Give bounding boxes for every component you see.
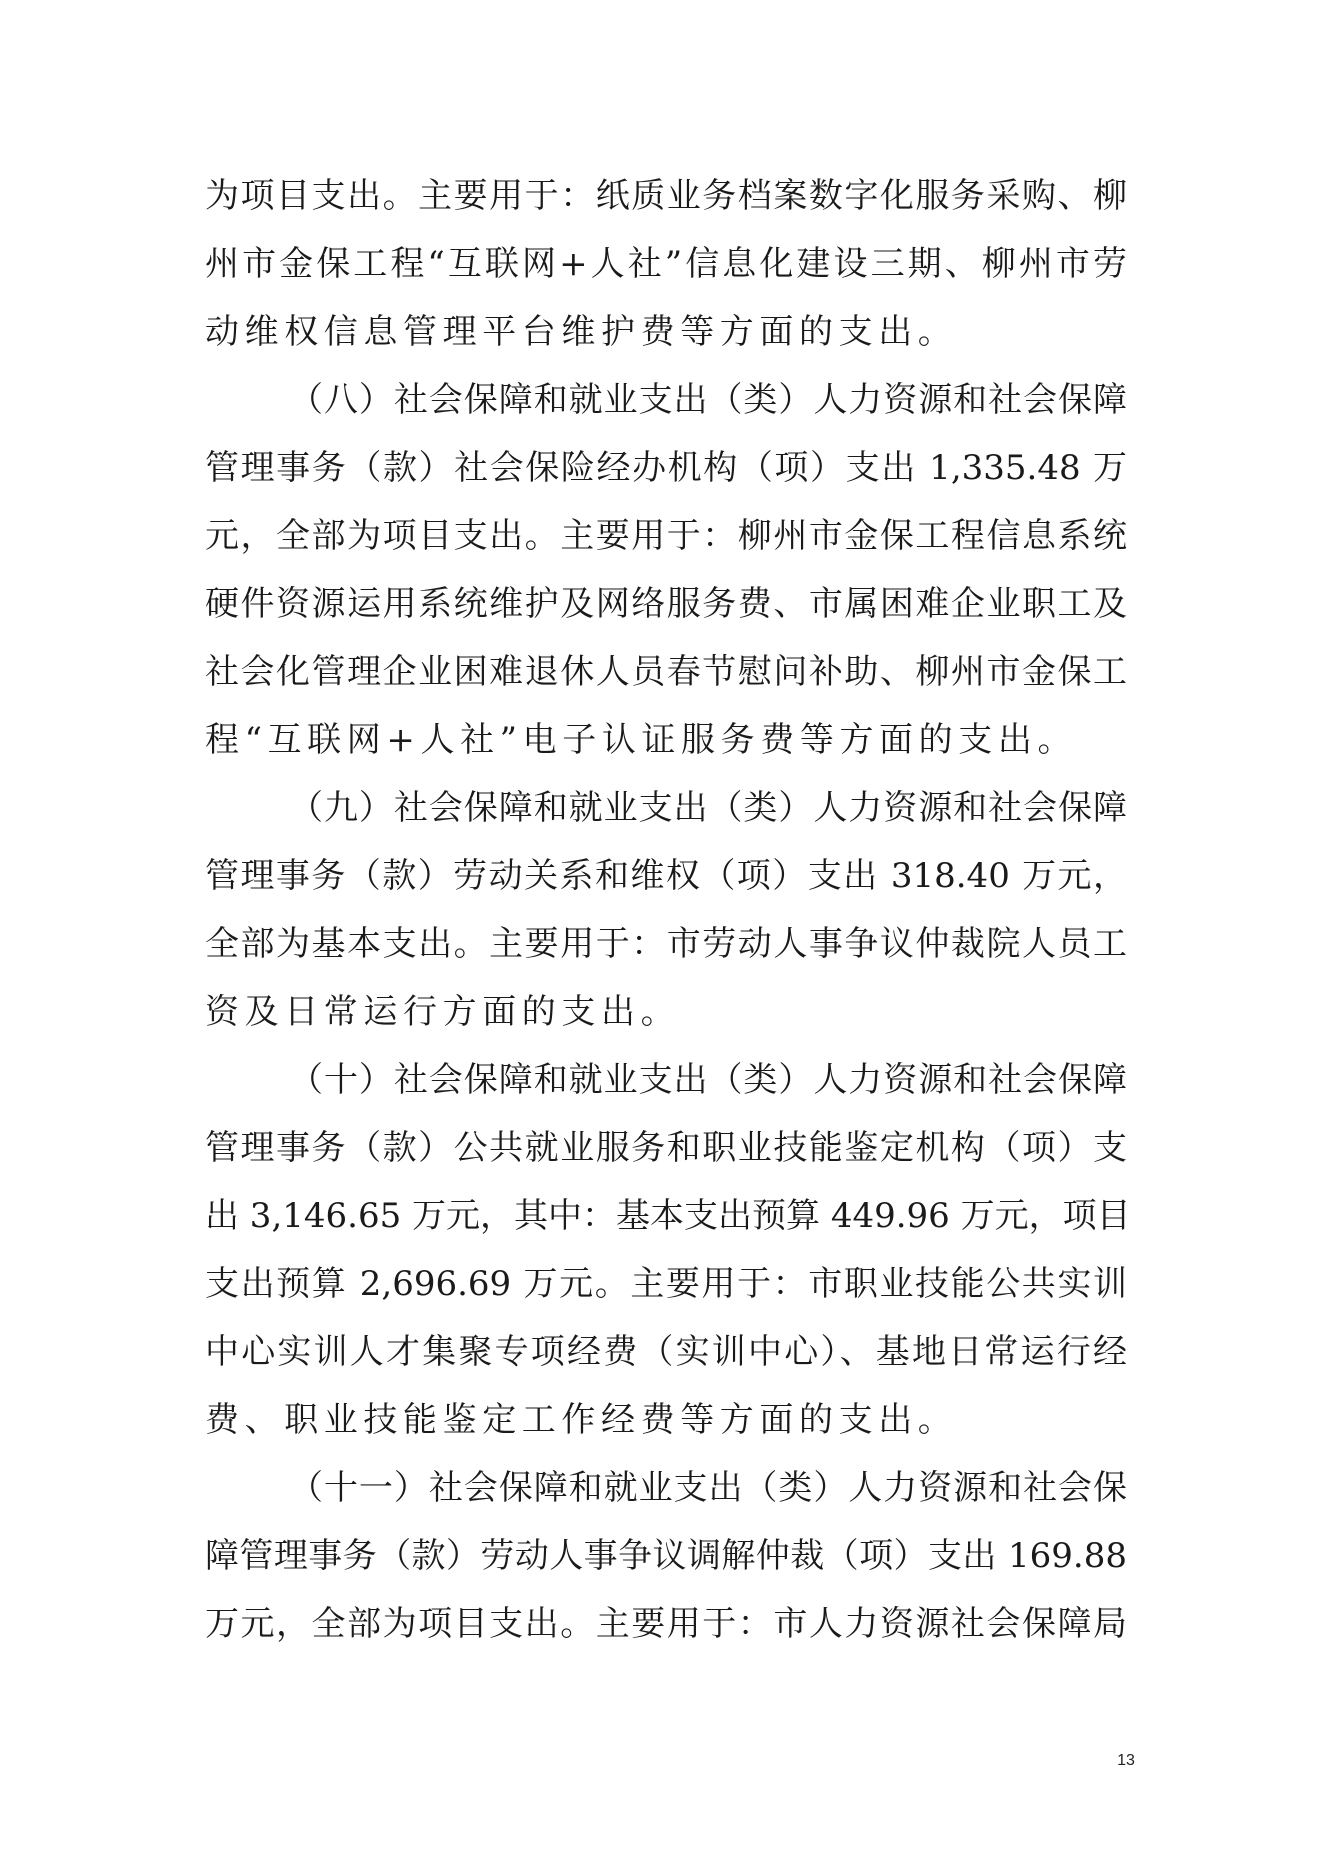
paragraph-heading-9: （九）社会保障和就业支出（类）人力资源和社会保障 [289,788,1127,828]
text-line: 全部为基本支出。主要用于：市劳动人事争议仲裁院人员工 [205,924,1127,964]
text-line: 管理事务（款）公共就业服务和职业技能鉴定机构（项）支 [205,1128,1127,1168]
text-line: 管理事务（款）劳动关系和维权（项）支出 318.40 万元， [205,856,1127,896]
text-line: 万元，全部为项目支出。主要用于：市人力资源社会保障局 [205,1604,1127,1644]
text-line: 资及日常运行方面的支出。 [205,992,681,1032]
text-line: 硬件资源运用系统维护及网络服务费、市属困难企业职工及 [205,584,1127,624]
text-line: 障管理事务（款）劳动人事争议调解仲裁（项）支出 169.88 [205,1536,1127,1576]
paragraph-heading-11: （十一）社会保障和就业支出（类）人力资源和社会保 [289,1468,1127,1508]
text-line: 为项目支出。主要用于：纸质业务档案数字化服务采购、柳 [205,176,1127,216]
text-line: 支出预算 2,696.69 万元。主要用于：市职业技能公共实训 [205,1264,1127,1304]
text-line: 程“互联网+人社”电子认证服务费等方面的支出。 [205,720,1078,760]
text-line: 州市金保工程“互联网+人社”信息化建设三期、柳州市劳 [205,244,1127,284]
text-line: 出 3,146.65 万元，其中：基本支出预算 449.96 万元，项目 [205,1196,1131,1236]
text-line: 中心实训人才集聚专项经费（实训中心）、基地日常运行经 [205,1332,1127,1372]
paragraph-heading-8: （八）社会保障和就业支出（类）人力资源和社会保障 [289,380,1127,420]
paragraph-heading-10: （十）社会保障和就业支出（类）人力资源和社会保障 [289,1060,1127,1100]
text-line: 社会化管理企业困难退休人员春节慰问补助、柳州市金保工 [205,652,1127,692]
text-line: 元，全部为项目支出。主要用于：柳州市金保工程信息系统 [205,516,1127,556]
text-line: 管理事务（款）社会保险经办机构（项）支出 1,335.48 万 [205,448,1127,488]
text-line: 费、职业技能鉴定工作经费等方面的支出。 [205,1400,958,1440]
page-number: 13 [1117,1752,1135,1769]
text-line: 动维权信息管理平台维护费等方面的支出。 [205,312,958,352]
